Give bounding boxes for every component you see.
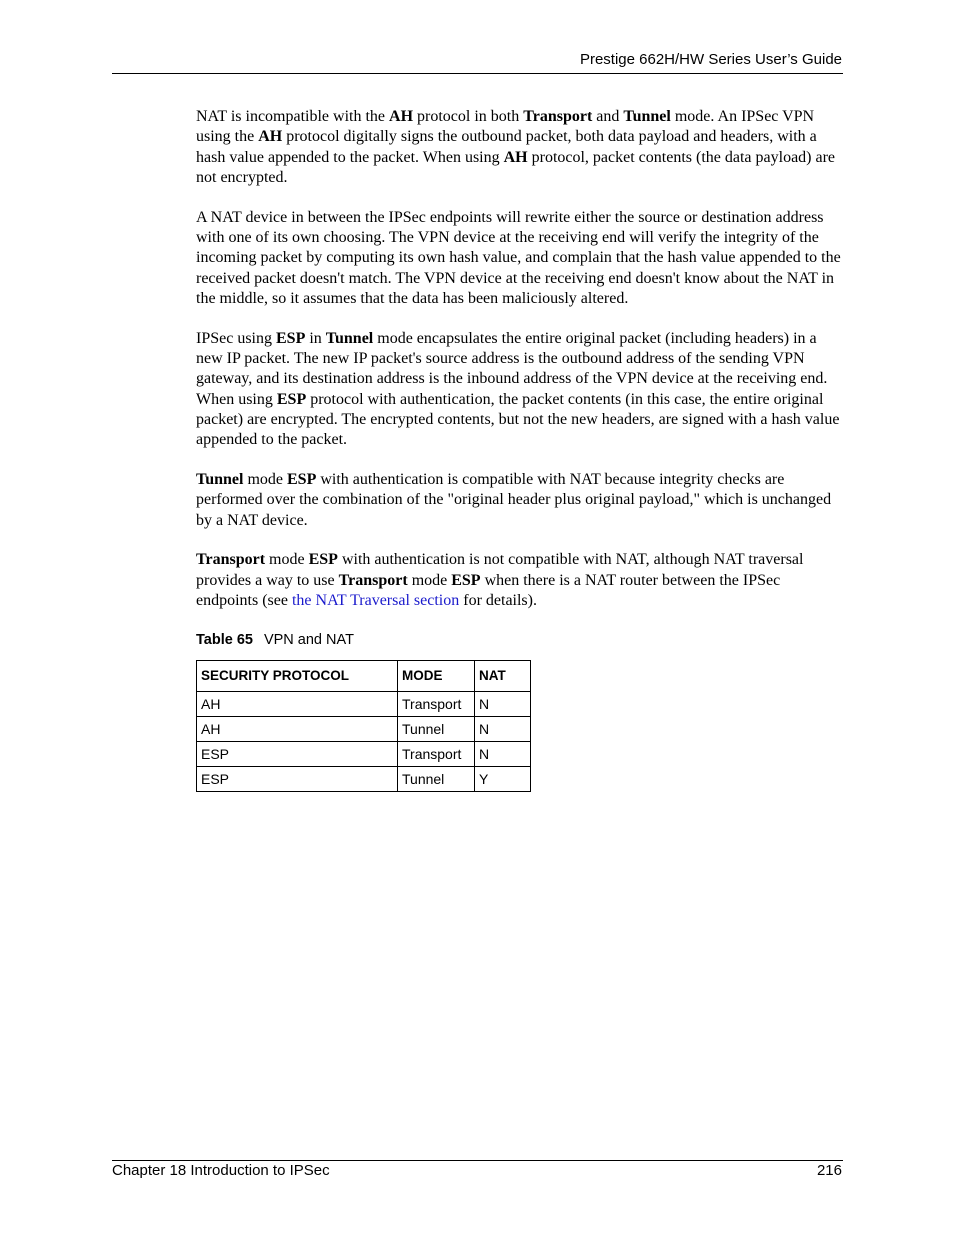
table-cell: Transport [398,741,475,766]
footer-page-number: 216 [816,1162,842,1179]
text: with authentication is not compatible with NAT, although NAT traversal provides a way to use [196,551,804,589]
table-title: VPN and NAT [263,631,354,648]
table-cell: Transport [398,691,475,716]
bold-term: Transport [338,571,408,589]
nat-traversal-link[interactable]: the NAT Traversal section [291,591,460,609]
bold-term: Tunnel [325,329,374,347]
paragraph-ah-nat [196,107,846,188]
paragraph-esp-tunnel [196,329,846,451]
text: IPSec using [196,329,276,347]
footer-chapter: Chapter 18 Introduction to IPSec [112,1162,330,1179]
bold-term: AH [389,108,414,125]
column-header-mode: MODE [398,660,475,691]
text: NAT is incompatible with the [196,108,390,125]
bold-term: Transport [523,108,593,125]
table-number: Table 65 [196,631,253,648]
text: mode [407,571,452,589]
column-header-nat: NAT [475,660,531,691]
text: mode [243,470,287,488]
table-caption [196,631,846,649]
running-header: Prestige 662H/HW Series User’s Guide [579,51,842,68]
table-row [197,766,531,791]
text: A NAT device in between the IPSec endpoints will rewrite either the source or destination address with one of its own choosing. The VPN device at the receiving end will verify the integrity of the incoming packet by computing its own hash value, and complain that the hash value appended to the received packet doesn't match. The VPN device at the receiving end doesn't know about the NAT in the middle, so it assumes that the data has been maliciously altered. [196,208,841,307]
text: when there is a NAT router between the IPSec endpoints (see [196,571,781,609]
text: protocol with authentication, the packet contents (in this case, the entire original packet) are encrypted. The encrypted contents, but not the new headers, are signed with a hash value appended to the packet. [196,390,840,449]
text: protocol, packet contents (the data payload) are not encrypted. [196,148,836,186]
footer-rule [112,1160,843,1161]
text: and [592,108,624,125]
bold-term: ESP [308,551,338,569]
paragraph-nat-rewrite [196,208,846,309]
text: in [305,329,326,347]
text: protocol digitally signs the outbound packet, both data payload and headers, with a hash value appended to the packet. When using [196,128,817,166]
text: with authentication is compatible with NAT because integrity checks are performed over the combination of the "original header plus original payload," which is unchanged by a NAT device. [196,470,832,529]
vpn-nat-table [196,660,531,792]
bold-term: ESP [276,329,306,347]
bold-term: ESP [451,571,481,589]
table-cell: Tunnel [398,716,475,741]
table-cell: N [475,691,531,716]
text: mode [265,551,309,569]
page-content [196,107,846,792]
bold-term: Tunnel [623,108,671,125]
text: protocol in both [413,108,524,125]
table-cell: AH [197,691,398,716]
table-cell: ESP [197,766,398,791]
table-row [197,741,531,766]
bold-term: Transport [196,551,266,569]
text: mode. An IPSec VPN using the [196,108,815,146]
column-header-security-protocol: SECURITY PROTOCOL [197,660,398,691]
paragraph-transport-esp [196,550,846,611]
header-rule [112,73,843,74]
table-row [197,691,531,716]
table-header-row [197,660,531,691]
bold-term: AH [258,128,283,146]
table-cell: Y [475,766,531,791]
table-row [197,716,531,741]
table-cell: N [475,741,531,766]
paragraph-tunnel-esp-compatible [196,470,846,531]
text: for details). [459,591,537,609]
bold-term: ESP [276,390,307,408]
table-cell: N [475,716,531,741]
table-cell: ESP [197,741,398,766]
bold-term: Tunnel [196,470,244,488]
text: mode encapsulates the entire original packet (including headers) in a new IP packet. The new IP packet's source address is the outbound address of the sending VPN gateway, and its destination address is the inbound address of the VPN device at the receiving end. When using [196,329,828,408]
table-cell: AH [197,716,398,741]
bold-term: ESP [287,470,317,488]
bold-term: AH [503,148,528,166]
table-cell: Tunnel [398,766,475,791]
